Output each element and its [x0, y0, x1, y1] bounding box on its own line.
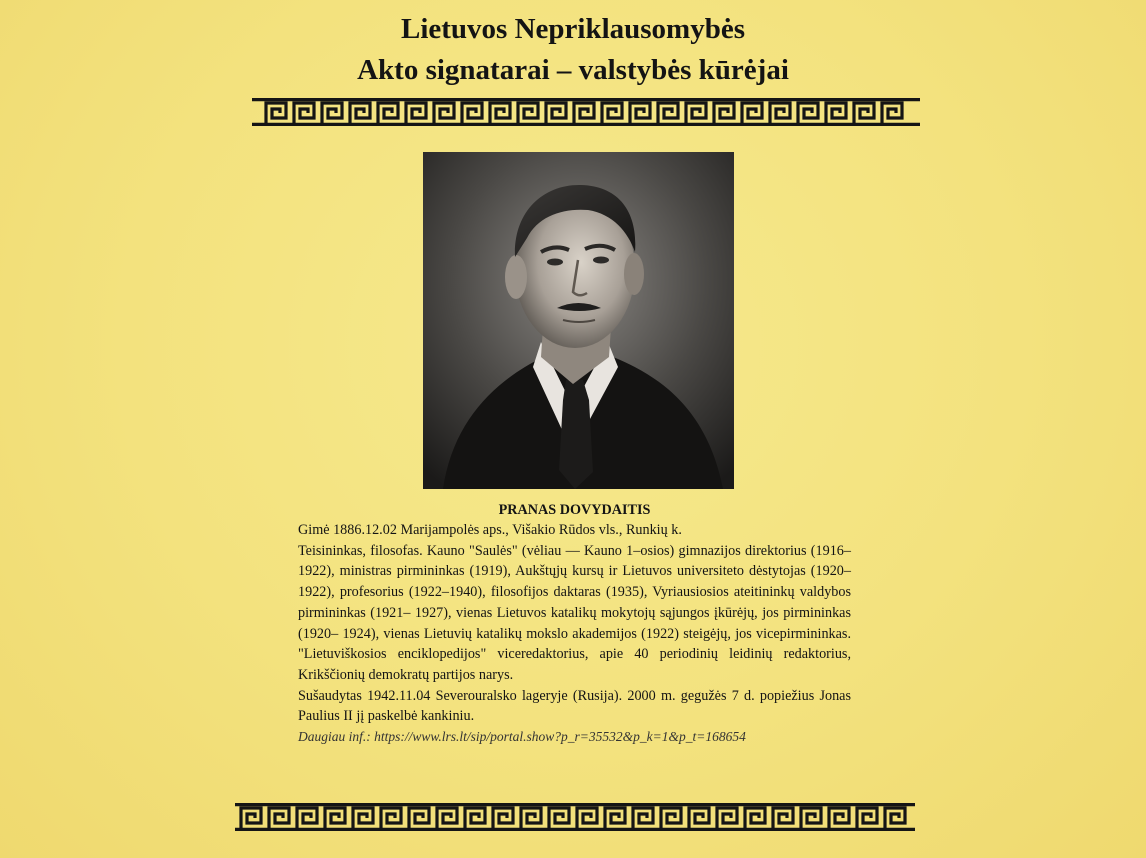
page-title-line2: Akto signatarai – valstybės kūrėjai [357, 54, 789, 86]
greek-key-border-icon [235, 803, 915, 831]
more-info-link[interactable]: Daugiau inf.: https://www.lrs.lt/sip/portal.show?p_r=35532&p_k=1&p_t=168654 [298, 729, 746, 745]
career-info: Teisininkas, filosofas. Kauno "Saulės" (vėliau — Kauno 1–osios) gimnazijos direktorius (1916–1922), ministras pirmininkas (1919), Aukštųjų kursų ir Lietuvos universiteto dėstytojas (1920– 1922), profesorius (1922–1940), filosofijos daktaras (1935), Vyriausiosios ateitininkų valdybos pirmininkas (1921– 1927), vienas Lietuvos katalikų mokytojų sąjungos įkūrėjų, jos pirmininkas (1920– 1924), vienas Lietuvių katalikų mokslo akademijos (1922) steigėjų, jos vicepirmininkas. "Lietuviškosios enciklopedijos" viceredaktorius, apie 40 periodinių leidinių redaktorius, Krikščionių demokratų partijos narys. [298, 542, 851, 683]
person-name: PRANAS DOVYDAITIS [498, 502, 651, 518]
biography [298, 520, 851, 748]
birth-info: Gimė 1886.12.02 Marijampolės aps., Višakio Rūdos vls., Runkių k. [298, 522, 682, 538]
page-title-line1: Lietuvos Nepriklausomybės [400, 13, 745, 45]
greek-key-border-icon [252, 98, 920, 126]
portrait-photo [423, 152, 734, 489]
death-info: Sušaudytas 1942.11.04 Severouralsko lageryje (Rusija). 2000 m. gegužės 7 d. popiežius Jonas Paulius II jį paskelbė kankiniu. [298, 687, 851, 725]
